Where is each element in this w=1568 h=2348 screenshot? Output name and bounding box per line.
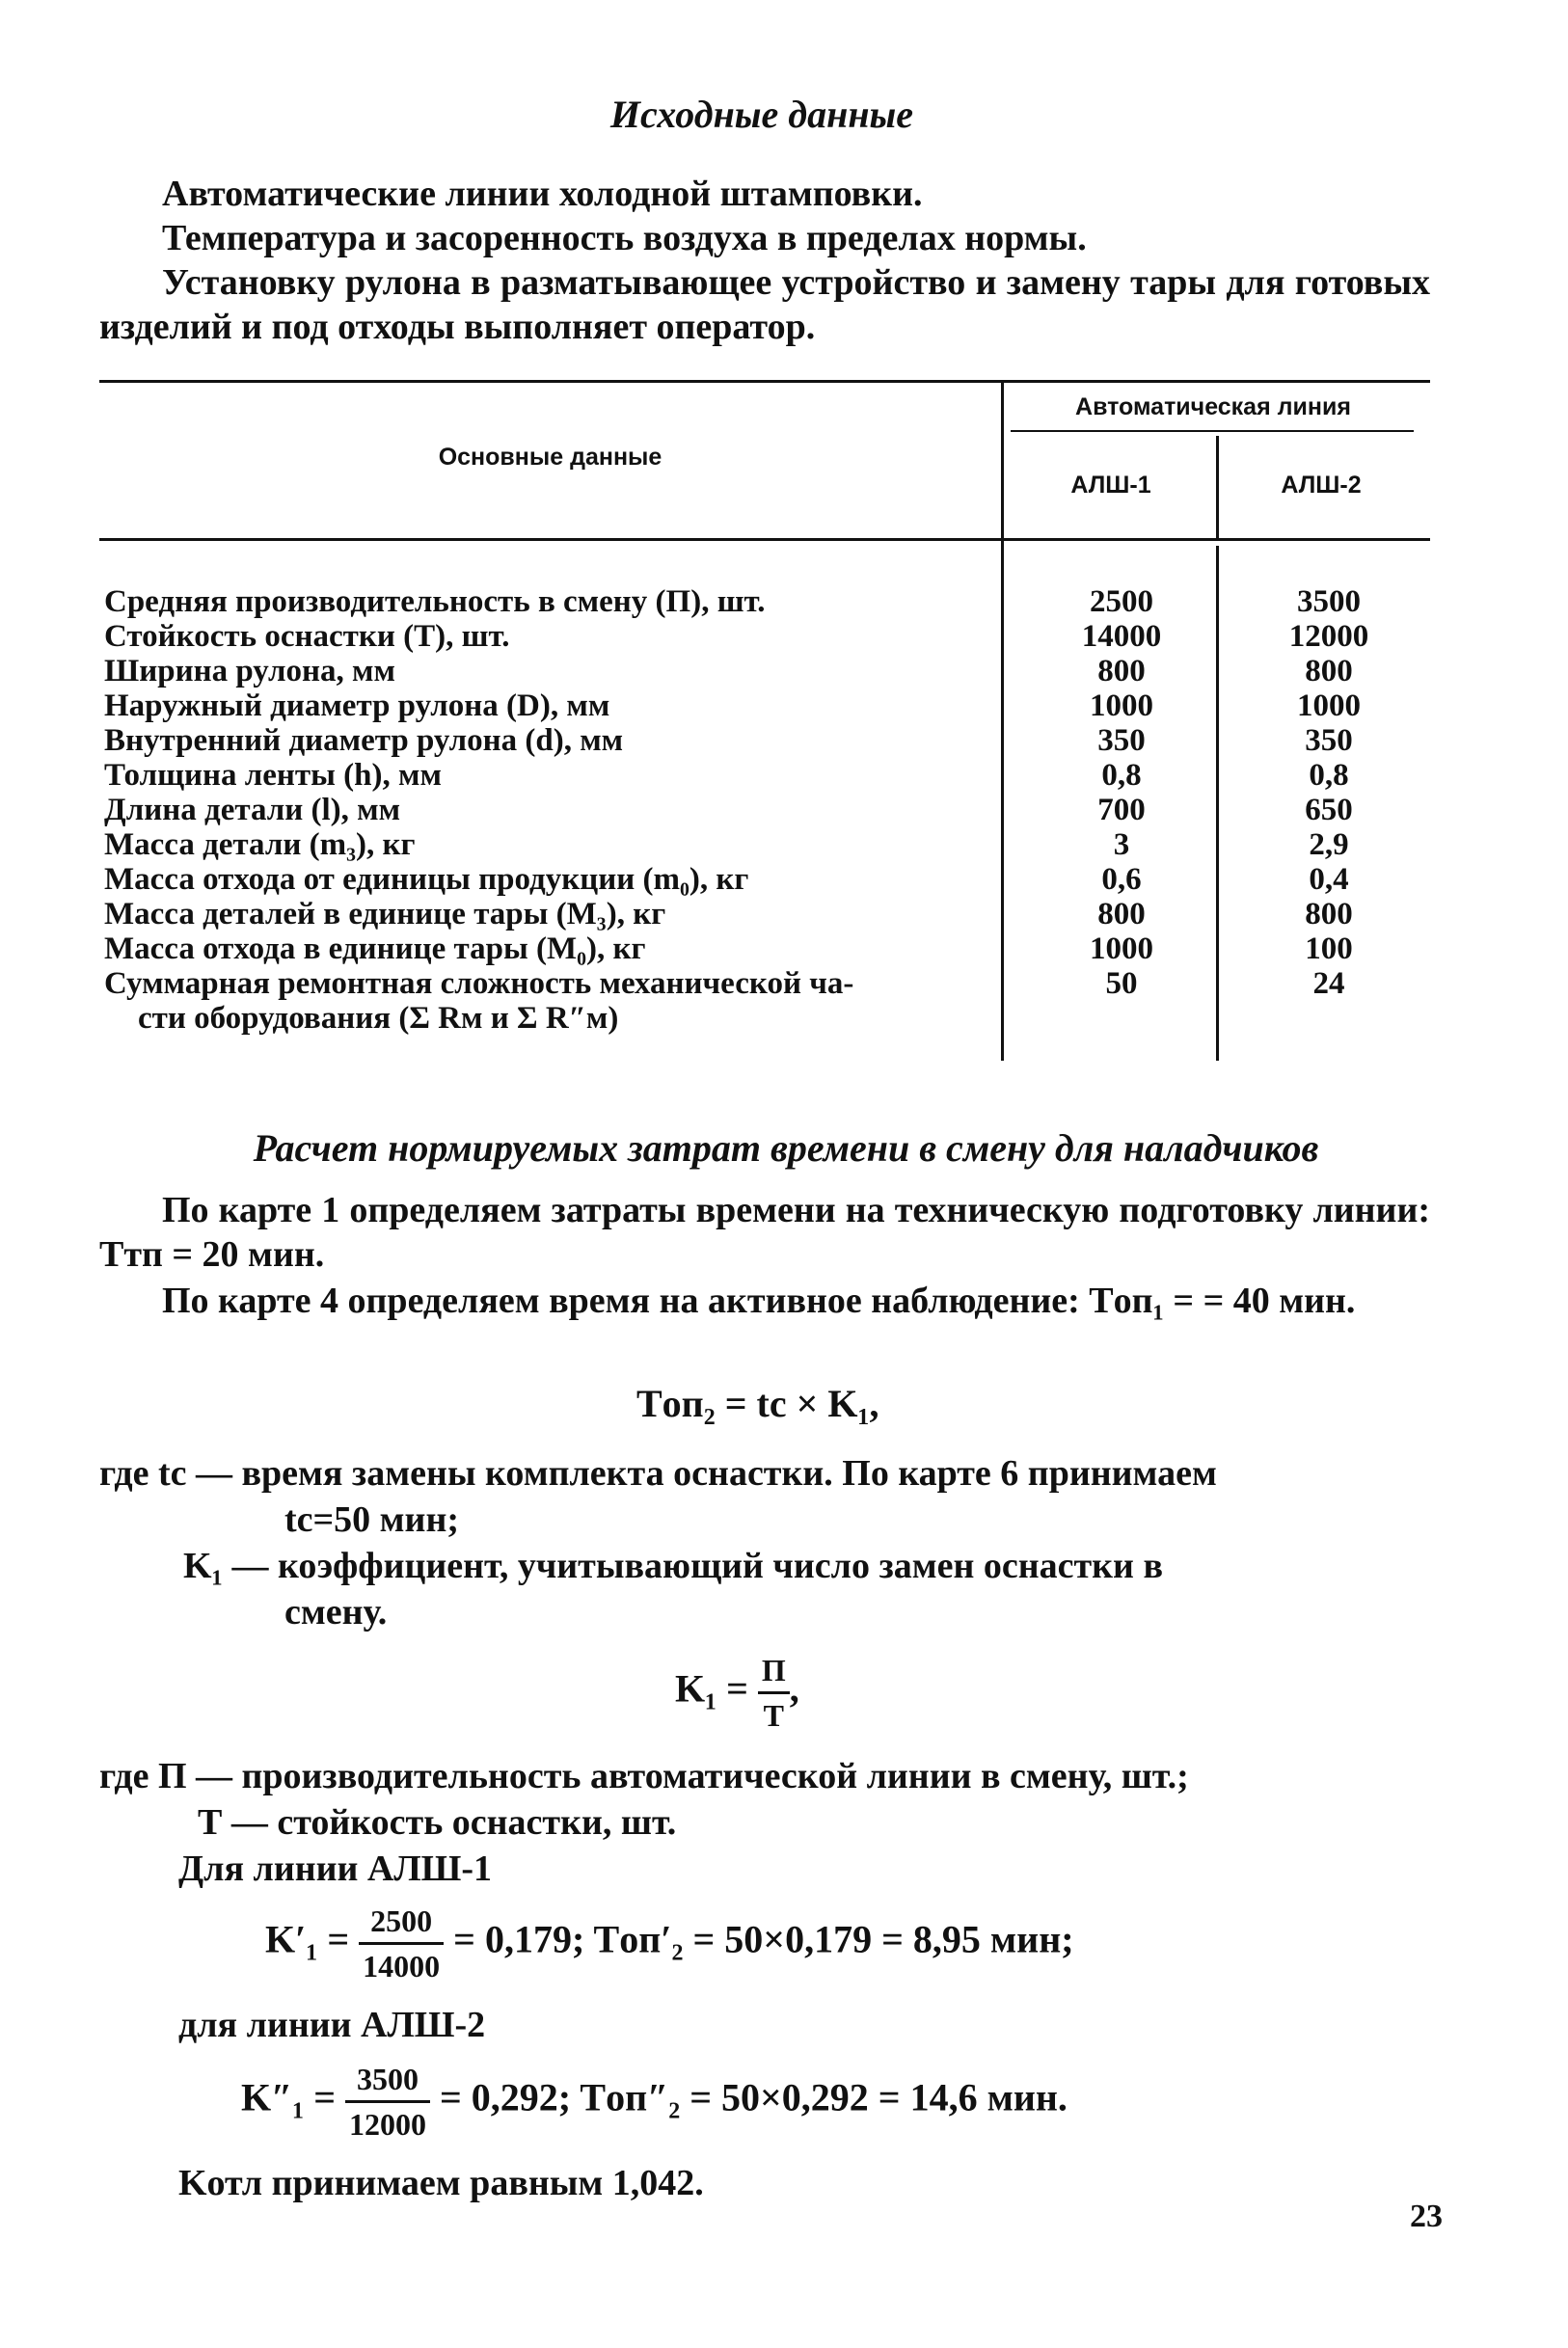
cell-alsh2: 800 [1305, 897, 1353, 931]
table-row [99, 862, 1430, 897]
where-k1-cont: смену. [284, 1592, 388, 1633]
row-label: Длина детали (l), мм [104, 793, 401, 827]
section-title-input-data: Исходные данные [609, 93, 914, 136]
numerator: П [758, 1649, 790, 1694]
fraction [359, 1900, 444, 1987]
cell-alsh1: 1000 [1090, 931, 1153, 966]
where-tc-value: tс=50 мин; [284, 1499, 460, 1540]
cell-alsh1: 350 [1097, 723, 1146, 758]
table-vline-header [1216, 436, 1219, 538]
table-row [99, 966, 1430, 1001]
where-tc: где tс — время замены комплекта оснастки. По карте 6 принимаем [99, 1453, 1217, 1494]
row-label: Масса отхода в единице тары (M₀), кг [104, 931, 646, 966]
formula-k1-prime [265, 1900, 1074, 1987]
numerator: 2500 [359, 1900, 444, 1945]
cell-alsh2: 0,4 [1309, 862, 1349, 897]
col-header-group: Автоматическая линия [1075, 393, 1351, 420]
intro-line: Установку рулона в разматывающее устройство и замену тары для готовых изделий и под отходы выполняет оператор. [99, 262, 1430, 347]
table-body [99, 584, 1430, 1036]
formula-tail: = 0,179; Tоп′₂ = 50×0,179 = 8,95 мин; [453, 1917, 1074, 1961]
table-row [99, 931, 1430, 966]
table-row [99, 758, 1430, 793]
row-label: Масса деталей в единице тары (M₃), кг [104, 897, 666, 931]
formula-lhs: K₁ = [675, 1666, 748, 1711]
cell-alsh1: 2500 [1090, 584, 1153, 619]
table-row [99, 688, 1430, 723]
cell-alsh2: 24 [1312, 966, 1345, 1001]
calc-text: По карте 1 определяем затраты времени на техническую подготовку линии: Tтп = 20 мин. [99, 1190, 1430, 1275]
denominator: 14000 [363, 1949, 441, 1984]
line1-label: Для линии АЛШ-1 [178, 1849, 493, 1889]
formula-lhs: K′₁ = [265, 1917, 350, 1961]
row-label: Масса детали (m₃), кг [104, 827, 416, 862]
calc-text: По карте 4 определяем время на активное наблюдение: Tоп₁ = = 40 мин. [162, 1281, 1356, 1321]
table-row [99, 827, 1430, 862]
formula-tail: = 0,292; Tоп″₂ = 50×0,292 = 14,6 мин. [440, 2075, 1068, 2119]
intro-text [99, 172, 1430, 349]
table-row [99, 654, 1430, 688]
table-row [99, 793, 1430, 827]
row-label: Внутренний диаметр рулона (d), мм [104, 723, 624, 758]
page-number: 23 [1410, 2199, 1443, 2234]
k-otl-line: Kотл принимаем равным 1,042. [178, 2163, 704, 2203]
group-header-rule [1011, 430, 1414, 432]
formula-k1 [675, 1649, 799, 1737]
table-row [99, 1001, 1430, 1036]
cell-alsh2: 800 [1305, 654, 1353, 688]
row-label: Толщина ленты (h), мм [104, 758, 442, 793]
cell-alsh1: 3 [1113, 827, 1130, 862]
numerator: 3500 [345, 2058, 430, 2103]
intro-line: Температура и засоренность воздуха в пределах нормы. [162, 218, 1087, 258]
intro-line: Автоматические линии холодной штамповки. [162, 174, 923, 214]
table-top-rule [99, 380, 1430, 383]
section-title-calculation: Расчет нормируемых затрат времени в смену для наладчиков [253, 1126, 1319, 1170]
cell-alsh2: 2,9 [1309, 827, 1349, 862]
col-header-main: Основные данные [438, 444, 662, 471]
row-label: сти оборудования (Σ Rм и Σ R″м) [138, 1001, 619, 1036]
cell-alsh2: 100 [1305, 931, 1353, 966]
table-header-rule [99, 538, 1430, 541]
line2-label: для линии АЛШ-2 [178, 2005, 486, 2045]
table-row [99, 584, 1430, 619]
row-label: Масса отхода от единицы продукции (m₀), кг [104, 862, 749, 897]
calc-paragraph-1 [99, 1188, 1430, 1277]
cell-alsh1: 14000 [1081, 619, 1162, 654]
formula-top2: Tоп₂ = tс × K₁, [636, 1382, 879, 1425]
table-row [99, 619, 1430, 654]
where-k1: K₁ — коэффициент, учитывающий число замен оснастки в [183, 1546, 1163, 1586]
cell-alsh2: 12000 [1288, 619, 1369, 654]
cell-alsh2: 650 [1305, 793, 1353, 827]
cell-alsh1: 700 [1097, 793, 1146, 827]
calc-paragraph-2 [99, 1279, 1430, 1323]
cell-alsh1: 0,6 [1101, 862, 1142, 897]
cell-alsh1: 800 [1097, 897, 1146, 931]
row-label: Стойкость оснастки (Т), шт. [104, 619, 510, 654]
cell-alsh1: 0,8 [1101, 758, 1142, 793]
cell-alsh1: 800 [1097, 654, 1146, 688]
where-t: Т — стойкость оснастки, шт. [198, 1802, 677, 1843]
table-row [99, 897, 1430, 931]
formula-lhs: K″₁ = [241, 2075, 336, 2119]
fraction [345, 2058, 430, 2146]
data-table [99, 380, 1430, 1074]
cell-alsh2: 3500 [1297, 584, 1361, 619]
denominator: 12000 [349, 2107, 426, 2142]
cell-alsh1: 50 [1105, 966, 1138, 1001]
table-row [99, 723, 1430, 758]
row-label: Ширина рулона, мм [104, 654, 395, 688]
cell-alsh2: 0,8 [1309, 758, 1349, 793]
row-label: Суммарная ремонтная сложность механической ча- [104, 966, 854, 1001]
formula-tail: , [789, 1666, 799, 1711]
cell-alsh1: 1000 [1090, 688, 1153, 723]
fraction [758, 1649, 790, 1737]
col-header-alsh2: АЛШ-2 [1281, 472, 1362, 499]
row-label: Наружный диаметр рулона (D), мм [104, 688, 610, 723]
cell-alsh2: 350 [1305, 723, 1353, 758]
cell-alsh2: 1000 [1297, 688, 1361, 723]
where-p: где П — производительность автоматической линии в смену, шт.; [99, 1756, 1189, 1796]
row-label: Средняя производительность в смену (П), шт. [104, 584, 766, 619]
col-header-alsh1: АЛШ-1 [1070, 472, 1151, 499]
formula-k1-double-prime [241, 2058, 1068, 2146]
denominator: Т [763, 1698, 785, 1733]
